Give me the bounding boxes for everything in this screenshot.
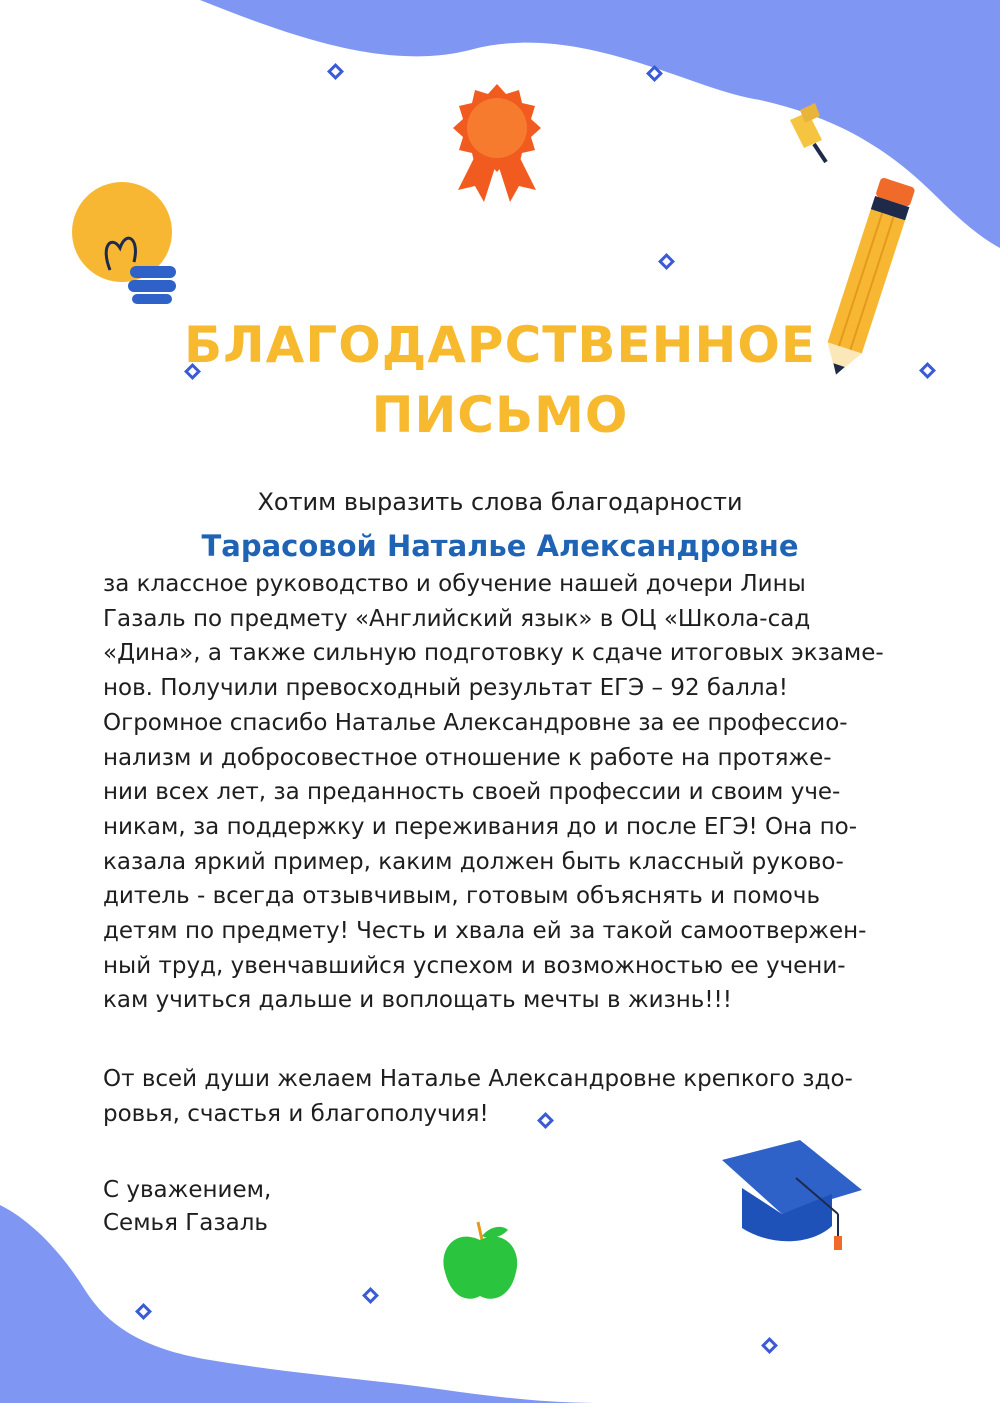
letter-body bbox=[103, 567, 923, 1018]
award-rosette-icon bbox=[453, 84, 541, 202]
signature: Семья Газаль bbox=[103, 1210, 268, 1236]
body-line: Огромное спасибо Наталье Александровне за ее профессио- bbox=[103, 709, 848, 736]
body-line: Газаль по предмету «Английский язык» в ОЦ «Школа-сад bbox=[103, 605, 811, 632]
body-line: нов. Получили превосходный результат ЕГЭ – 92 балла! bbox=[103, 675, 788, 702]
letter-title-line-1: БЛАГОДАРСТВЕННОЕ bbox=[184, 316, 816, 374]
body-line: детям по предмету! Честь и хвала ей за такой самоотвержен- bbox=[103, 918, 867, 945]
intro-text: Хотим выразить слова благодарности bbox=[257, 488, 743, 516]
body-line: нии всех лет, за преданность своей профессии и своим уче- bbox=[103, 779, 841, 806]
body-line: казала яркий пример, каким должен быть классный руково- bbox=[103, 848, 844, 875]
body-line: никам, за поддержку и переживания до и после ЕГЭ! Она по- bbox=[103, 813, 857, 840]
letter-title-line-2: ПИСЬМО bbox=[371, 386, 629, 444]
body-line: дитель - всегда отзывчивым, готовым объяснять и помочь bbox=[103, 883, 821, 910]
apple-icon bbox=[443, 1222, 517, 1299]
closing-salutation: С уважением, bbox=[103, 1177, 272, 1203]
body-line: кам учиться дальше и воплощать мечты в жизнь!!! bbox=[103, 987, 732, 1014]
graduation-cap-icon bbox=[722, 1140, 862, 1250]
body-line: за классное руководство и обучение нашей дочери Лины bbox=[103, 571, 806, 597]
light-bulb-icon bbox=[72, 182, 176, 304]
bottom-wave bbox=[0, 1205, 600, 1403]
body-line: «Дина», а также сильную подготовку к сдаче итоговых экзаме- bbox=[103, 640, 884, 667]
body-line: ный труд, увенчавшийся успехом и возможностью ее учени- bbox=[103, 952, 846, 979]
letter-wishes bbox=[103, 1062, 923, 1131]
wish-line: ровья, счастья и благополучия! bbox=[103, 1100, 489, 1127]
recipient-name: Тарасовой Наталье Александровне bbox=[201, 529, 799, 563]
wish-line: От всей души желаем Наталье Александровне крепкого здо- bbox=[103, 1066, 853, 1092]
body-line: нализм и добросовестное отношение к работе на протяже- bbox=[103, 744, 832, 771]
